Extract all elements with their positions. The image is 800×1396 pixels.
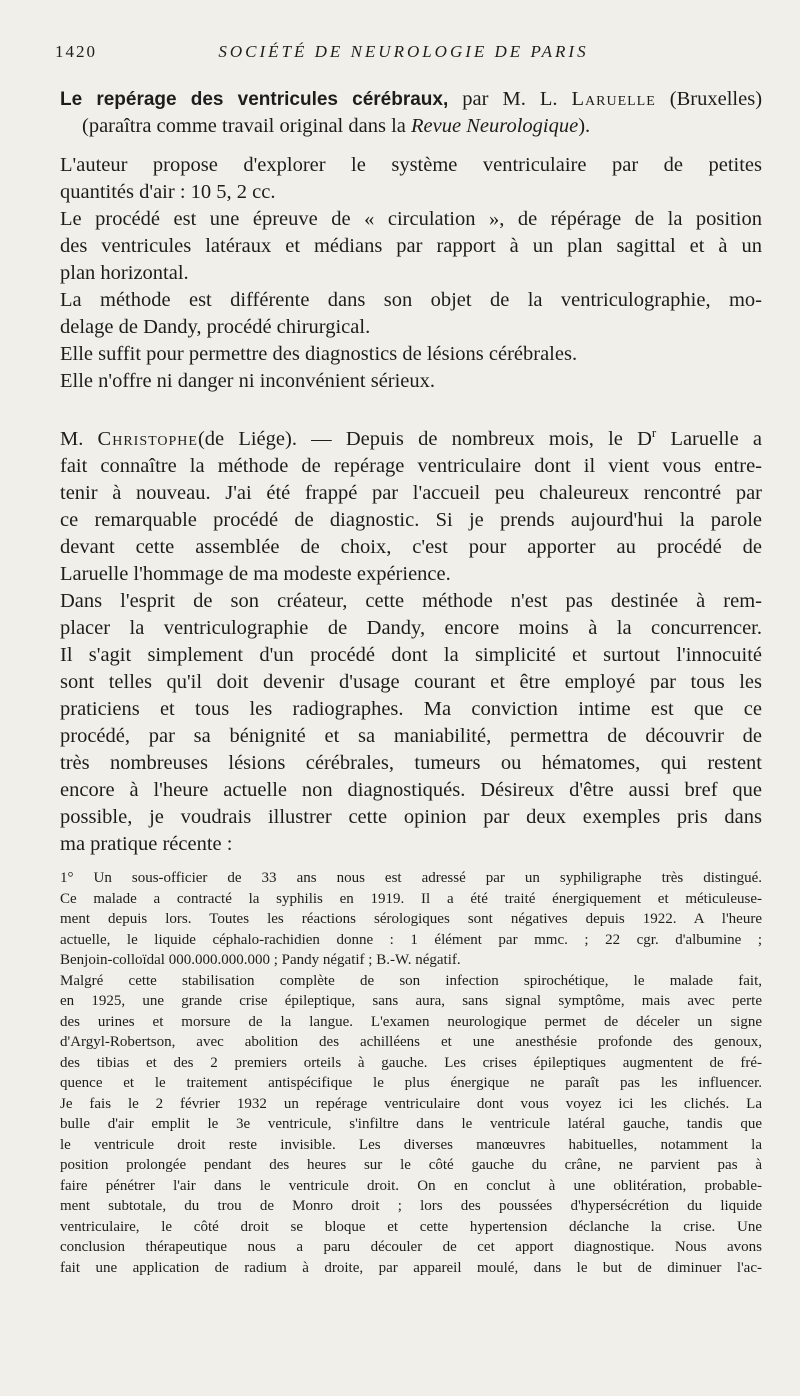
abstract-line: des ventricules latéraux et médians par rapport à un plan sagittal et à un — [60, 235, 762, 257]
abstract-line: quantités d'air : 10 5, 2 cc. — [60, 181, 276, 203]
case-line: quence et le traitement antispécifique le plus énergique ne paraît pas les influencer. — [60, 1075, 762, 1091]
speaker-prefix: M. — [60, 428, 84, 450]
running-title: SOCIÉTÉ DE NEUROLOGIE DE PARIS — [218, 42, 589, 61]
case-line: le ventricule droit reste invisible. Les diverses manœuvres habituelles, notamment la — [60, 1136, 762, 1153]
case-line: d'Argyl-Robertson, avec abolition des achilléens et une anesthésie profonde des genoux, — [60, 1034, 762, 1050]
discussion-line: Dans l'esprit de son créateur, cette méthode n'est pas destinée à rem- — [60, 590, 762, 612]
journal-name: Revue Neurologique — [411, 115, 579, 137]
speaker-rest: (de Liége). — Depuis de nombreux mois, le D — [197, 428, 652, 450]
abstract-note-end: ). — [578, 115, 591, 137]
discussion-line: devant cette assemblée de choix, c'est pour apporter au procédé de — [60, 536, 762, 558]
discussion-line: encore à l'heure actuelle non diagnostiqués. Désireux d'être aussi bref que — [60, 779, 762, 801]
discussion-block — [60, 426, 762, 858]
abstract-line: L'auteur propose d'explorer le système ventriculaire par de petites — [60, 154, 762, 176]
abstract-note-text: (paraîtra comme travail original dans la — [82, 115, 406, 137]
case-line: bulle d'air emplit le 3e ventricule, s'infiltre dans le ventricule latéral gauche, tandis que — [60, 1116, 762, 1132]
running-head — [55, 42, 752, 72]
case-report-block — [60, 868, 762, 1278]
case-line: des tibias et des 2 premiers orteils à gauche. Les crises épileptiques augmentent de fré- — [60, 1054, 762, 1071]
speaker-name: Christophe — [97, 428, 198, 450]
case-line: en 1925, une grande crise épileptique, sans aura, sans signal symptôme, mais avec perte — [60, 993, 762, 1009]
case-line: position prolongée pendant des heures sur le côté gauche du crâne, ne parvient pas à — [60, 1157, 762, 1173]
discussion-line: possible, je voudrais illustrer cette opinion par deux exemples pris dans — [60, 806, 762, 828]
discussion-line: praticiens et tous les radiographes. Ma conviction intime est que ce — [60, 698, 762, 720]
discussion-line: ce remarquable procédé de diagnostic. Si je prends aujourd'hui la parole — [60, 509, 762, 531]
page-number: 1420 — [55, 42, 97, 61]
spacer — [60, 140, 762, 152]
abstract-block — [60, 86, 762, 395]
case-line: fait une application de radium à droite, par appareil moulé, dans le but de diminuer l'ac- — [60, 1259, 762, 1276]
discussion-line: procédé, par sa bénignité et sa maniabilité, permettra de découvrir de — [60, 725, 762, 747]
discussion-line: placer la ventriculographie de Dandy, encore moins à la concurrencer. — [60, 617, 762, 639]
case-line: Malgré cette stabilisation complète de son infection spirochétique, le malade fait, — [60, 972, 762, 989]
case-line: des urines et morsure de la langue. L'examen neurologique permet de déceler un signe — [60, 1013, 762, 1030]
abstract-title: Le repérage des ventricules cérébraux, — [60, 89, 449, 110]
discussion-first-line — [60, 426, 762, 453]
abstract-note-line — [60, 113, 762, 140]
case-line: Je fais le 2 février 1932 un repérage ventriculaire dont vous voyez ici les clichés. La — [60, 1095, 762, 1112]
abstract-line: La méthode est différente dans son objet de la ventriculographie, mo- — [60, 289, 762, 311]
abstract-heading-line — [60, 86, 762, 113]
abstract-by: par M. L. — [462, 88, 558, 110]
case-line: ment depuis lors. Toutes les réactions sérologiques sont négatives depuis 1922. A l'heure — [60, 911, 762, 927]
discussion-line: Il s'agit simplement d'un procédé dont la simplicité et surtout l'innocuité — [60, 644, 762, 666]
doctor-sup: r — [651, 425, 657, 441]
case-line: faire pénétrer l'air dans le ventricule droit. On en conclut à une oblitération, probable- — [60, 1177, 762, 1194]
discussion-line: fait connaître la méthode de repérage ventriculaire dont il vient vous entre- — [60, 455, 762, 477]
case-line: Benjoin-colloïdal 000.000.000.000 ; Pandy négatif ; B.-W. négatif. — [60, 952, 461, 968]
discussion-line: ma pratique récente : — [60, 833, 233, 855]
abstract-line: delage de Dandy, procédé chirurgical. — [60, 316, 371, 338]
case-line: ventriculaire, le côté droit se bloque et cette hypertension déclanche la crise. Une — [60, 1218, 762, 1235]
abstract-line: plan horizontal. — [60, 262, 189, 284]
case-line: 1° Un sous-officier de 33 ans nous est adressé par un syphiligraphe très distingué. — [60, 870, 762, 886]
abstract-affiliation: (Bruxelles) — [669, 88, 763, 110]
abstract-author: Laruelle — [571, 88, 656, 110]
discussion-line: Laruelle l'hommage de ma modeste expérience. — [60, 563, 451, 585]
case-line: Ce malade a contracté la syphilis en 1919. Il a été traité énergiquement et méticuleuse- — [60, 890, 762, 907]
case-line: conclusion thérapeutique nous a paru découler de cet apport diagnostique. Nous avons — [60, 1239, 762, 1255]
case-line: ment subtotale, du trou de Monro droit ; lors des poussées d'hypersécrétion du liquide — [60, 1198, 762, 1214]
speaker-end: Laruelle a — [670, 428, 763, 450]
case-line: actuelle, le liquide céphalo-rachidien donne : 1 élément par mmc. ; 22 cgr. d'albumine ; — [60, 931, 762, 948]
abstract-line: Elle n'offre ni danger ni inconvénient sérieux. — [60, 370, 436, 392]
abstract-line: Le procédé est une épreuve de « circulation », de répérage de la position — [60, 208, 762, 230]
discussion-line: sont telles qu'il doit devenir d'usage courant et être employé par tous les — [60, 671, 762, 693]
discussion-line: tenir à nouveau. J'ai été frappé par l'accueil peu chaleureux rencontré par — [60, 482, 762, 504]
discussion-line: très nombreuses lésions cérébrales, tumeurs ou hématomes, qui restent — [60, 752, 762, 774]
abstract-line: Elle suffit pour permettre des diagnostics de lésions cérébrales. — [60, 343, 578, 365]
